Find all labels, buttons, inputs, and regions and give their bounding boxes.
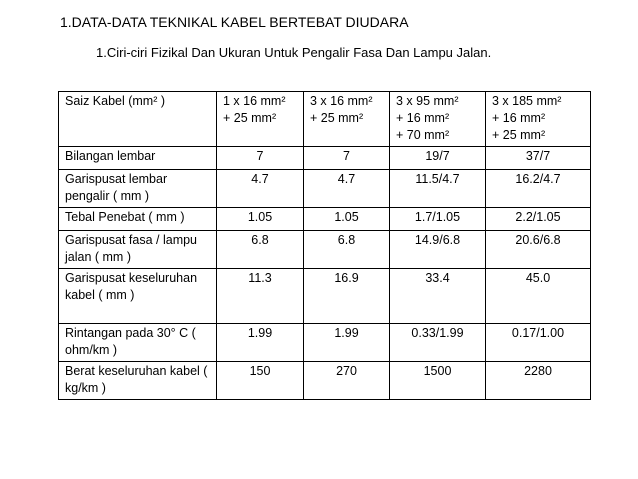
value-cell: 1.05 [217, 208, 304, 231]
header-cell: 3 x 185 mm² + 16 mm² + 25 mm² [486, 92, 591, 147]
table-header-row [59, 92, 591, 147]
value-cell: 2280 [486, 362, 591, 400]
value-cell: 6.8 [217, 231, 304, 269]
value-cell: 16.2/4.7 [486, 170, 591, 208]
value-cell: 1.05 [304, 208, 390, 231]
value-cell: 7 [217, 147, 304, 170]
value-cell: 1500 [390, 362, 486, 400]
value-cell: 1.99 [304, 324, 390, 362]
table-row [59, 208, 591, 231]
value-cell: 7 [304, 147, 390, 170]
value-cell: 150 [217, 362, 304, 400]
table-row [59, 231, 591, 269]
header-cell: 1 x 16 mm² + 25 mm² [217, 92, 304, 147]
value-cell: 33.4 [390, 269, 486, 324]
cable-spec-table [58, 91, 591, 400]
row-label-cell: Rintangan pada 30° C ( ohm/km ) [59, 324, 217, 362]
value-cell: 270 [304, 362, 390, 400]
table-row [59, 362, 591, 400]
value-cell: 11.3 [217, 269, 304, 324]
value-cell: 37/7 [486, 147, 591, 170]
value-cell: 16.9 [304, 269, 390, 324]
row-label-cell: Bilangan lembar [59, 147, 217, 170]
value-cell: 4.7 [304, 170, 390, 208]
value-cell: 0.17/1.00 [486, 324, 591, 362]
value-cell: 6.8 [304, 231, 390, 269]
table-row [59, 170, 591, 208]
row-label-cell: Berat keseluruhan kabel ( kg/km ) [59, 362, 217, 400]
row-label-cell: Garispusat keseluruhan kabel ( mm ) [59, 269, 217, 324]
row-label-cell: Garispusat lembar pengalir ( mm ) [59, 170, 217, 208]
row-label-cell: Garispusat fasa / lampu jalan ( mm ) [59, 231, 217, 269]
header-cell: 3 x 16 mm² + 25 mm² [304, 92, 390, 147]
value-cell: 1.7/1.05 [390, 208, 486, 231]
value-cell: 2.2/1.05 [486, 208, 591, 231]
row-label-cell: Tebal Penebat ( mm ) [59, 208, 217, 231]
value-cell: 14.9/6.8 [390, 231, 486, 269]
value-cell: 11.5/4.7 [390, 170, 486, 208]
table-row [59, 324, 591, 362]
value-cell: 1.99 [217, 324, 304, 362]
document-heading: 1.DATA-DATA TEKNIKAL KABEL BERTEBAT DIUDARA [60, 14, 409, 30]
value-cell: 0.33/1.99 [390, 324, 486, 362]
header-cell: 3 x 95 mm² + 16 mm² + 70 mm² [390, 92, 486, 147]
value-cell: 20.6/6.8 [486, 231, 591, 269]
value-cell: 19/7 [390, 147, 486, 170]
table-row [59, 147, 591, 170]
table-row [59, 269, 591, 324]
document-subheading: 1.Ciri-ciri Fizikal Dan Ukuran Untuk Pengalir Fasa Dan Lampu Jalan. [96, 45, 492, 60]
value-cell: 45.0 [486, 269, 591, 324]
value-cell: 4.7 [217, 170, 304, 208]
header-label-cell: Saiz Kabel (mm² ) [59, 92, 217, 147]
